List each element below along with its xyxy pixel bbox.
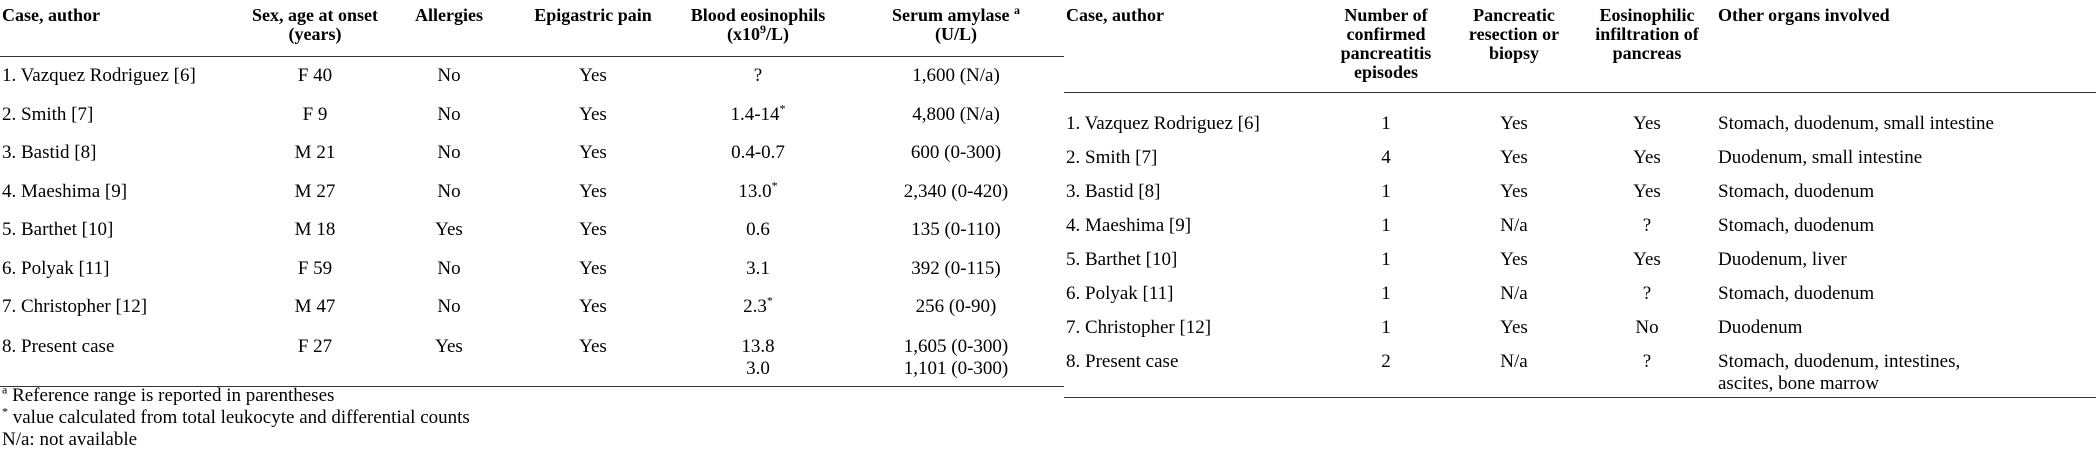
cell-eosinophilic-infiltration: Yes [1633,249,1661,270]
unit-exponent: 9 [759,22,766,36]
cell-allergies: Yes [380,327,518,387]
eosinophil-value: 0.4-0.7 [731,142,785,164]
cell-serum-amylase [848,327,1064,387]
table-row [1064,277,2096,311]
cell-eosinophilic-infiltration: ? [1642,283,1652,304]
header-case-author: Case, author [2,5,100,25]
cell-blood-eosinophils [668,134,848,173]
cell-case-author: 2. Smith [7] [1066,147,1158,168]
clinical-features-table-panel [0,0,1064,387]
cell-allergies: No [437,180,461,202]
cell-case-author: 3. Bastid [8] [1066,181,1161,202]
table-row [0,250,1064,289]
cell-case-author: 1. Vazquez Rodriguez [6] [2,65,196,87]
eosinophil-value: ? [753,65,763,87]
pancreatic-findings-table [1064,0,2096,398]
eosinophil-footnote-mark: * [779,101,786,116]
cell-epigastric-pain: Yes [579,219,607,241]
cell-blood-eosinophils [668,96,848,135]
cell-serum-amylase: 256 (0-90) [915,296,997,318]
cell-allergies: No [437,257,461,279]
table-row [1064,345,2096,398]
header-serum-amylase-unit: (U/L) [935,24,977,44]
unit-prefix: (x10 [726,24,760,44]
cell-blood-eosinophils [668,173,848,212]
cell-pancreatic-resection: Yes [1500,181,1528,202]
eosinophil-value: 13.0 [738,180,772,202]
cell-serum-amylase: 392 (0-115) [911,257,1001,279]
cell-epigastric-pain: Yes [579,142,607,164]
table-row [0,57,1064,96]
header-pancreatic-resection: Pancreatic resection or biopsy [1468,5,1560,63]
cell-allergies: Yes [435,219,463,241]
clinical-features-table [0,0,1064,387]
pancreatic-findings-table-panel [1064,0,2096,398]
header-blood-eosinophils-unit [670,22,846,44]
cell-eosinophilic-infiltration: Yes [1633,113,1661,134]
cell-other-organs: Duodenum [1718,317,1803,338]
cell-allergies: No [437,296,461,318]
cell-case-author: 1. Vazquez Rodriguez [6] [1066,113,1260,134]
cell-other-organs: Duodenum, small intestine [1718,147,1923,168]
cell-eosinophilic-infiltration: Yes [1633,181,1661,202]
table-row [0,288,1064,327]
footnote-mark-star: * [2,404,8,419]
footnote-a-text: Reference range is reported in parentheses [12,385,335,406]
cell-case-author: 7. Christopher [12] [2,296,148,318]
amylase-value-second: 1,101 (0-300) [903,357,1009,379]
table-row [0,173,1064,212]
cell-pancreatic-resection: Yes [1500,317,1528,338]
cell-case-author: 8. Present case [1064,345,1322,398]
amylase-footnote-mark: a [1013,3,1020,17]
cell-sex-age: F 27 [250,327,380,387]
header-sex-age: Sex, age at onset (years) [252,5,378,44]
eosinophil-value: 1.4-14 [730,103,780,125]
cell-blood-eosinophils [668,57,848,96]
amylase-value-first: 1,605 (0-300) [903,335,1009,357]
table-row [1064,311,2096,345]
cell-case-author: 5. Barthet [10] [1066,249,1178,270]
cell-pancreatitis-episodes: 1 [1381,113,1391,134]
cell-case-author: 3. Bastid [8] [2,142,97,164]
cell-serum-amylase: 4,800 (N/a) [912,103,1000,125]
header-blood-eosinophils [668,0,848,57]
cell-case-author: 6. Polyak [11] [2,257,110,279]
cell-other-organs: Stomach, duodenum [1718,283,1875,304]
eosinophil-value: 2.3 [743,296,767,318]
cell-other-organs: Stomach, duodenum [1718,181,1875,202]
cell-pancreatitis-episodes: 1 [1381,249,1391,270]
header-serum-amylase [848,0,1064,57]
cell-pancreatic-resection: N/a [1450,345,1578,398]
cell-sex-age: M 18 [294,219,336,241]
cell-eosinophilic-infiltration: ? [1642,215,1652,236]
table-row [1064,93,2096,142]
cell-pancreatic-resection: Yes [1500,147,1528,168]
cell-pancreatitis-episodes: 1 [1381,283,1391,304]
table-row [0,327,1064,387]
cell-pancreatitis-episodes: 4 [1381,147,1391,168]
eosinophil-value-second: 3.0 [746,357,770,379]
table-row [0,211,1064,250]
header-serum-amylase-label [850,3,1062,25]
cell-pancreatic-resection: Yes [1500,249,1528,270]
cell-allergies: No [437,142,461,164]
cell-serum-amylase: 600 (0-300) [910,142,1002,164]
table-header-row [0,0,1064,57]
table-row [1064,243,2096,277]
cell-epigastric-pain: Yes [518,327,668,387]
table-row [0,134,1064,173]
header-other-organs: Other organs involved [1718,5,1890,25]
cell-allergies: No [437,103,461,125]
organs-line-first: Stomach, duodenum, intestines, [1718,351,1961,372]
cell-case-author: 8. Present case [0,327,250,387]
cell-pancreatitis-episodes: 2 [1322,345,1450,398]
cell-case-author: 5. Barthet [10] [2,219,114,241]
cell-blood-eosinophils [668,288,848,327]
amylase-label-text: Serum amylase [892,5,1010,25]
cell-case-author: 4. Maeshima [9] [1066,215,1192,236]
cell-case-author: 4. Maeshima [9] [2,180,128,202]
cell-sex-age: M 47 [294,296,336,318]
cell-allergies: No [437,65,461,87]
header-epigastric-pain: Epigastric pain [534,5,652,25]
table-footnotes [2,382,470,451]
footnote-star-text: value calculated from total leukocyte and differential counts [12,407,470,428]
cell-sex-age: M 21 [294,142,336,164]
cell-eosinophilic-infiltration: Yes [1633,147,1661,168]
organs-line-second: ascites, bone marrow [1718,373,1879,394]
cell-serum-amylase: 135 (0-110) [911,219,1001,241]
header-pancreatitis-episodes: Number of confirmed pancreatitis episodes [1340,5,1432,82]
table-header-row [1064,0,2096,93]
footnote-reference-range [2,382,470,407]
cell-other-organs: Stomach, duodenum [1718,215,1875,236]
cell-case-author: 7. Christopher [12] [1066,317,1212,338]
footnote-calculated [2,404,470,429]
cell-blood-eosinophils [668,250,848,289]
cell-pancreatic-resection: Yes [1500,113,1528,134]
cell-epigastric-pain: Yes [579,180,607,202]
cell-eosinophilic-infiltration: No [1635,317,1659,338]
cell-pancreatic-resection: N/a [1500,215,1528,236]
cell-pancreatitis-episodes: 1 [1381,317,1391,338]
cell-blood-eosinophils [668,211,848,250]
cell-sex-age: F 59 [297,257,333,279]
cell-other-organs: Stomach, duodenum, small intestine [1718,113,1994,134]
eosinophil-value: 0.6 [746,219,770,241]
cell-eosinophilic-infiltration: ? [1578,345,1716,398]
cell-blood-eosinophils [668,327,848,387]
header-allergies: Allergies [415,5,483,25]
header-eosinophilic-infiltration: Eosinophilic infiltration of pancreas [1595,5,1699,63]
footnote-na: N/a: not available [2,429,138,450]
header-case-author: Case, author [1066,5,1164,25]
eosinophil-value: 3.1 [746,257,770,279]
cell-epigastric-pain: Yes [579,296,607,318]
footnote-mark-a: a [2,382,8,397]
cell-epigastric-pain: Yes [579,257,607,279]
eosinophil-value-first: 13.8 [741,335,775,357]
table-row [1064,175,2096,209]
eosinophil-footnote-mark: * [771,178,778,193]
cell-serum-amylase: 2,340 (0-420) [903,180,1009,202]
cell-sex-age: M 27 [294,180,336,202]
cell-sex-age: F 40 [297,65,333,87]
table-row [1064,141,2096,175]
cell-sex-age: F 9 [302,103,328,125]
cell-pancreatitis-episodes: 1 [1381,215,1391,236]
cell-case-author: 6. Polyak [11] [1066,283,1174,304]
cell-serum-amylase: 1,600 (N/a) [912,65,1000,87]
unit-suffix: /L) [765,24,789,44]
cell-pancreatitis-episodes: 1 [1381,181,1391,202]
cell-pancreatic-resection: N/a [1500,283,1528,304]
table-row [0,96,1064,135]
eosinophil-footnote-mark: * [766,293,773,308]
header-blood-eosinophils-label: Blood eosinophils [690,5,826,25]
cell-other-organs [1716,345,2096,398]
table-row [1064,209,2096,243]
cell-epigastric-pain: Yes [579,103,607,125]
cell-other-organs: Duodenum, liver [1718,249,1847,270]
cell-case-author: 2. Smith [7] [2,103,94,125]
cell-epigastric-pain: Yes [579,65,607,87]
